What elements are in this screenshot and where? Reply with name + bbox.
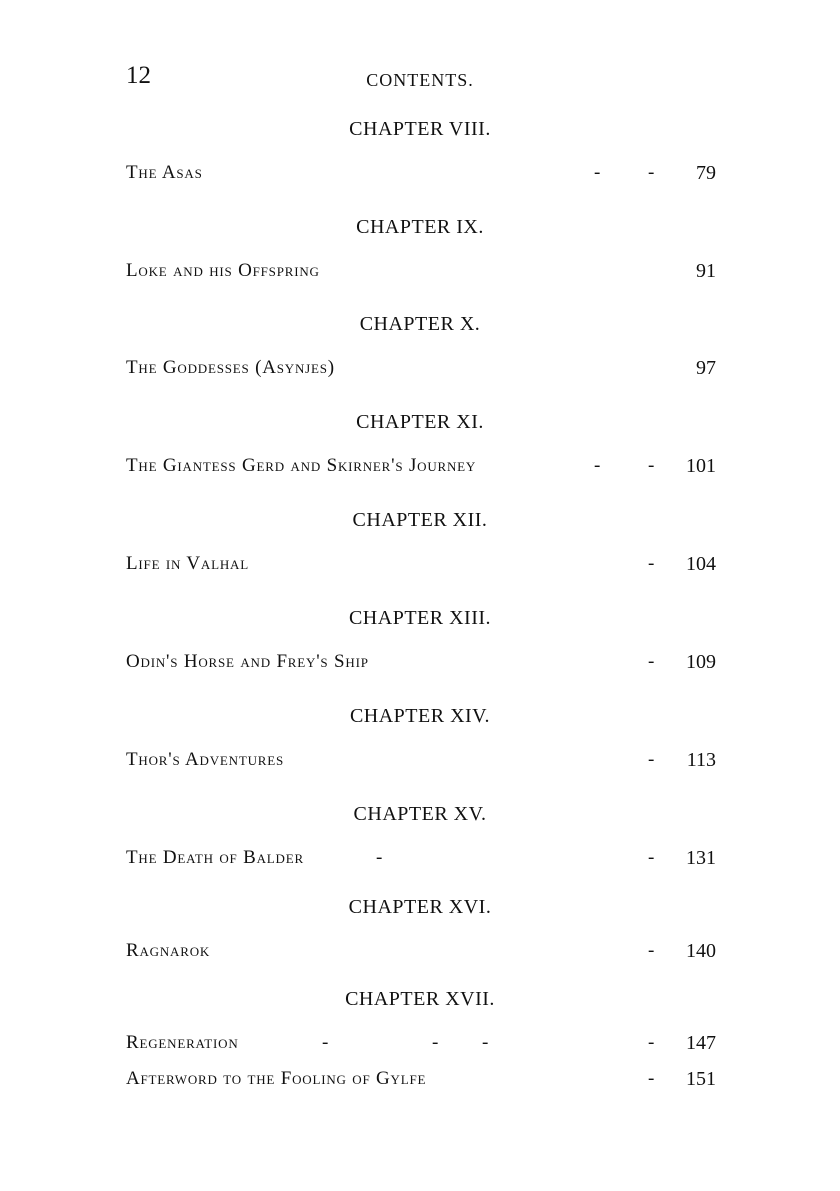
leader-dash: -: [594, 162, 601, 183]
toc-entry: [126, 1032, 716, 1062]
toc-entry: [126, 1068, 716, 1098]
entry-title: Life in Valhal: [126, 553, 249, 574]
toc-entry: [126, 162, 716, 192]
entry-page: 101: [686, 455, 716, 477]
toc-entry: [126, 847, 716, 877]
chapter-heading: CHAPTER X.: [359, 313, 481, 335]
leader-dash: -: [322, 1032, 329, 1053]
chapter-heading: CHAPTER XII.: [352, 509, 488, 531]
entry-page: 151: [686, 1068, 716, 1090]
leader-dash: -: [648, 1032, 655, 1053]
toc-entry: [126, 260, 716, 290]
leader-dash: -: [648, 651, 655, 672]
chapter-heading: CHAPTER IX.: [356, 216, 484, 238]
entry-page: 79: [696, 162, 716, 184]
chapter-heading: CHAPTER XI.: [356, 411, 484, 433]
entry-title: Afterword to the Fooling of Gylfe: [126, 1068, 427, 1089]
toc-entry: [126, 749, 716, 779]
entry-page: 91: [696, 260, 716, 282]
entry-title: Regeneration: [126, 1032, 239, 1053]
entry-title: Odin's Horse and Frey's Ship: [126, 651, 369, 672]
entry-title: The Giantess Gerd and Skirner's Journey: [126, 455, 477, 476]
leader-dash: -: [648, 749, 655, 770]
running-title: CONTENTS.: [366, 70, 474, 90]
chapter-heading: CHAPTER XV.: [353, 803, 487, 825]
chapter-heading: CHAPTER XVI.: [348, 896, 492, 918]
entry-page: 97: [696, 357, 716, 379]
entry-title: The Asas: [126, 162, 203, 183]
leader-dash: -: [432, 1032, 439, 1053]
chapter-heading: CHAPTER XVII.: [345, 988, 495, 1010]
toc-entry: [126, 357, 716, 387]
toc-entry: [126, 455, 716, 485]
chapter-heading: CHAPTER VIII.: [349, 118, 491, 140]
toc-entry: [126, 651, 716, 681]
leader-dash: -: [648, 162, 655, 183]
entry-page: 104: [686, 553, 716, 575]
entry-title: Thor's Adventures: [126, 749, 285, 770]
leader-dash: -: [594, 455, 601, 476]
page-number: 12: [126, 62, 151, 89]
leader-dash: -: [376, 847, 383, 868]
leader-dash: -: [648, 553, 655, 574]
entry-page: 140: [686, 940, 716, 962]
entry-page: 131: [686, 847, 716, 869]
entry-page: 113: [686, 749, 716, 771]
leader-dash: -: [482, 1032, 489, 1053]
toc-entry: [126, 940, 716, 970]
leader-dash: -: [648, 1068, 655, 1089]
entry-title: Ragnarok: [126, 940, 211, 961]
toc-entry: [126, 553, 716, 583]
leader-dash: -: [648, 940, 655, 961]
chapter-heading: CHAPTER XIII.: [348, 607, 492, 629]
entry-page: 109: [686, 651, 716, 673]
entry-title: The Goddesses (Asynjes): [126, 357, 335, 378]
leader-dash: -: [648, 847, 655, 868]
chapter-heading: CHAPTER XIV.: [349, 705, 491, 727]
entry-page: 147: [686, 1032, 716, 1054]
leader-dash: -: [648, 455, 655, 476]
entry-title: The Death of Balder: [126, 847, 304, 868]
entry-title: Loke and his Offspring: [126, 260, 320, 281]
